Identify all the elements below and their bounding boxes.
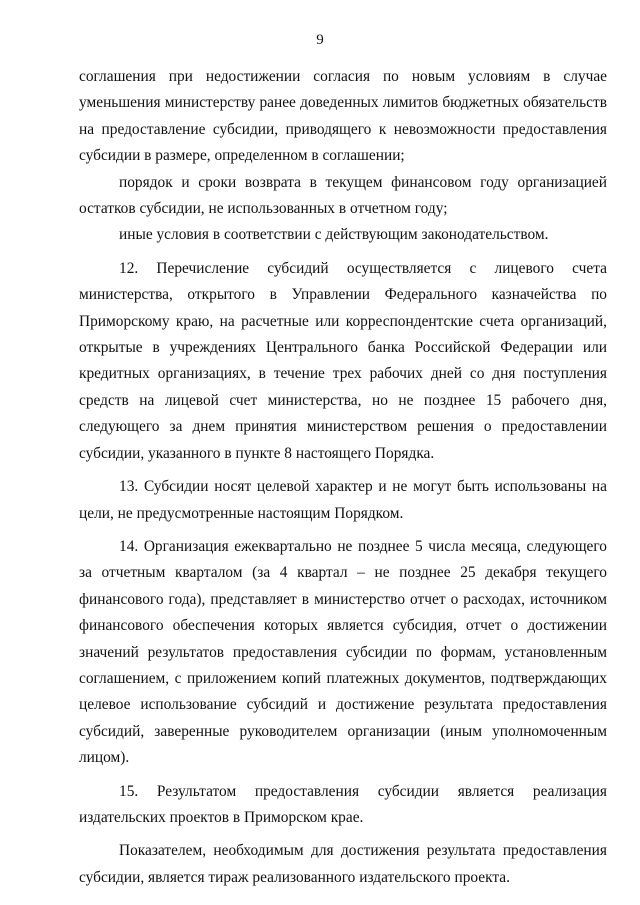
page-number: 9 (316, 32, 324, 48)
paragraph-15-result: 15. Результатом предоставления субсидии является реализация издательских проектов в Приморском крае. (79, 782, 607, 826)
paragraph-other-conditions: иные условия в соответствии с действующим законодательством. (119, 226, 549, 244)
paragraph-12-transfer: 12. Перечисление субсидий осуществляется с лицевого счета министерства, открытого в Управлении Федерального казначейства по Приморскому краю, на расчетные или корреспондентские счета организаций, открытые в учреждениях Центрального банка Российской Федерации или кредитных организациях, в течение трех рабочих дней со дня поступления средств на лицевой счет министерства, но не позднее 15 рабочего дня, следующего за днем принятия министерством решения о предоставлении субсидии, указанного в пункте 8 настоящего Порядка. (79, 259, 607, 462)
paragraph-13-purpose: 13. Субсидии носят целевой характер и не могут быть использованы на цели, не предусмотренные настоящим Порядком. (79, 478, 607, 522)
paragraph-14-reporting: 14. Организация ежеквартально не позднее 5 числа месяца, следующего за отчетным кварталом (за 4 квартал – не позднее 25 декабря текущего финансового года), представляет в министерство отчет о расходах, источником финансового обеспечения которых является субсидия, отчет о достижении значений результатов предоставления субсидии по формам, установленным соглашением, с приложением копий платежных документов, подтверждающих целевое использование субсидий и достижение результата предоставления субсидий, заверенные руководителем организации (иным уполномоченным лицом). (79, 537, 607, 767)
document-body (79, 64, 607, 891)
paragraph-indicator: Показателем, необходимым для достижения результата предоставления субсидии, является тираж реализованного издательского проекта. (79, 842, 607, 886)
paragraph-return-procedure: порядок и сроки возврата в текущем финансовом году организацией остатков субсидии, не использованных в отчетном году; (79, 173, 607, 218)
paragraph-agreement-terms-continuation: соглашения при недостижении согласия по новым условиям в случае уменьшения министерству ранее доведенных лимитов бюджетных обязательств на предоставление субсидии, приводящего к невозможности предоставления субсидии в размере, определенном в соглашении; (79, 68, 607, 165)
